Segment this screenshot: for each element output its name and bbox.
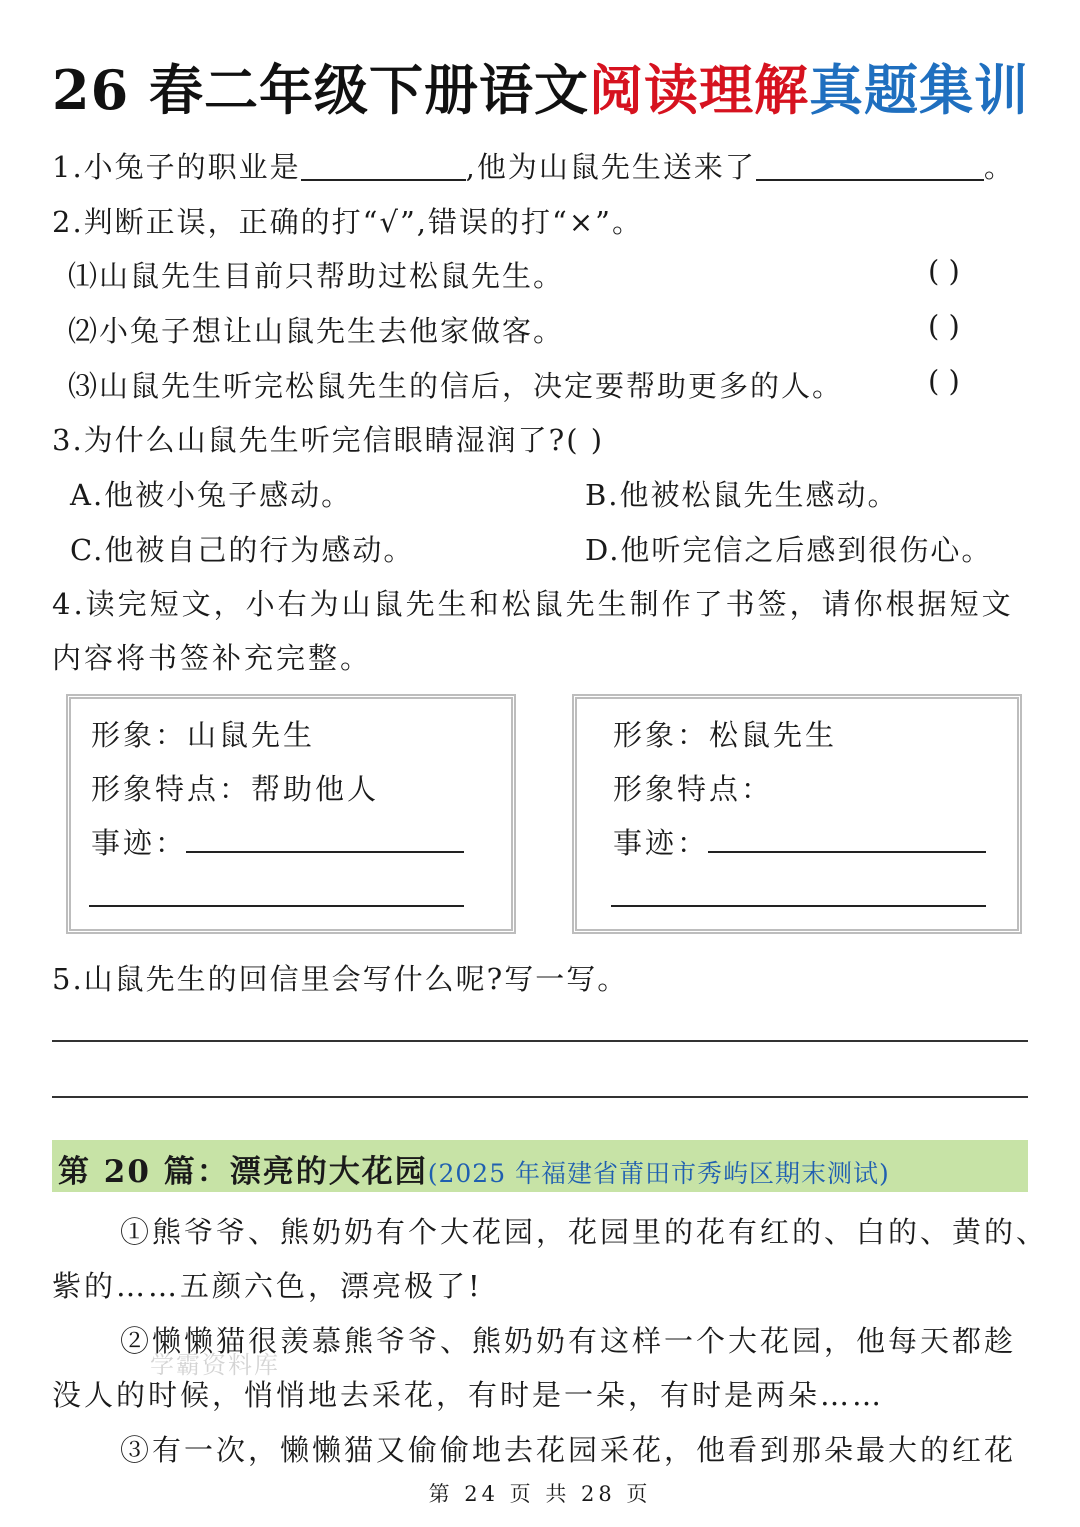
- card-left-deeds-line-1[interactable]: [186, 851, 464, 853]
- passage-line-4: 没人的时候，悄悄地去采花，有时是一朵，有时是两朵……: [52, 1378, 885, 1412]
- passage-line-2: 紫的……五颜六色，漂亮极了!: [52, 1269, 483, 1303]
- card-right-trait: 形象特点：: [613, 772, 774, 806]
- bookmark-card-left: [66, 694, 516, 934]
- passage-line-5: ③有一次，懒懒猫又偷偷地去花园采花，他看到那朵最大的红花: [120, 1433, 1017, 1467]
- card-right-deeds-line-2[interactable]: [611, 905, 986, 907]
- card-right-deeds-line-1[interactable]: [708, 851, 986, 853]
- page-footer: 第 24 页 共 28 页: [428, 1482, 652, 1506]
- q1-text-b: ,他为山鼠先生送来了: [465, 150, 756, 184]
- section-source: (2025 年福建省莆田市秀屿区期末测试): [427, 1159, 890, 1188]
- q1-blank-2[interactable]: [756, 179, 984, 181]
- section-title: 第 20 篇：漂亮的大花园: [58, 1154, 428, 1190]
- q2-item-2: ⑵小兔子想让山鼠先生去他家做客。: [68, 314, 565, 348]
- question-3-stem: 3.为什么山鼠先生听完信眼睛湿润了?( ): [52, 423, 605, 457]
- question-2-stem: 2.判断正误，正确的打“√”,错误的打“×”。: [52, 205, 643, 239]
- q2-answer-paren-1[interactable]: ( ): [928, 254, 960, 288]
- question-4-line-1: 4.读完短文，小右为山鼠先生和松鼠先生制作了书签，请你根据短文: [52, 587, 1014, 621]
- title-part-2: 阅读理解: [588, 58, 809, 122]
- watermark: 学霸资料库: [150, 1351, 280, 1379]
- title-part-1: 26 春二年级下册语文: [52, 58, 589, 122]
- card-right-deeds: 事迹：: [613, 826, 710, 860]
- passage-line-3: ②懒懒猫很羡慕熊爷爷、熊奶奶有这样一个大花园，他每天都趁: [120, 1324, 1017, 1358]
- q3-option-c[interactable]: C.他被自己的行为感动。: [70, 533, 415, 567]
- passage-line-1: ①熊爷爷、熊奶奶有个大花园，花园里的花有红的、白的、黄的、: [120, 1215, 1049, 1249]
- q3-option-d[interactable]: D.他听完信之后感到很伤心。: [585, 533, 993, 567]
- question-1: [52, 145, 1015, 186]
- q3-option-b[interactable]: B.他被松鼠先生感动。: [585, 478, 899, 512]
- q2-answer-paren-2[interactable]: ( ): [928, 309, 960, 343]
- section-banner: [52, 1140, 1028, 1192]
- q5-answer-line-1[interactable]: [52, 1040, 1028, 1042]
- card-left-deeds-line-2[interactable]: [89, 905, 464, 907]
- q2-item-3: ⑶山鼠先生听完松鼠先生的信后，决定要帮助更多的人。: [68, 369, 844, 403]
- card-left-trait: 形象特点：帮助他人: [91, 772, 380, 806]
- page-title: [52, 48, 1029, 125]
- card-left-image: 形象：山鼠先生: [91, 718, 316, 752]
- q3-option-a[interactable]: A.他被小兔子感动。: [70, 478, 353, 512]
- q1-text-a: 1.小兔子的职业是: [52, 150, 301, 184]
- card-left-deeds: 事迹：: [91, 826, 188, 860]
- q2-answer-paren-3[interactable]: ( ): [928, 364, 960, 398]
- card-right-image: 形象：松鼠先生: [613, 718, 838, 752]
- q2-item-1: ⑴山鼠先生目前只帮助过松鼠先生。: [68, 259, 565, 293]
- title-part-3: 真题集训: [808, 58, 1029, 122]
- question-4-line-2: 内容将书签补充完整。: [52, 641, 373, 675]
- bookmark-card-right: [572, 694, 1022, 934]
- q5-answer-line-2[interactable]: [52, 1096, 1028, 1098]
- q1-blank-1[interactable]: [301, 179, 466, 181]
- question-5-stem: 5.山鼠先生的回信里会写什么呢?写一写。: [52, 962, 629, 996]
- section-title-row: [58, 1146, 890, 1191]
- q1-text-c: 。: [983, 150, 1015, 184]
